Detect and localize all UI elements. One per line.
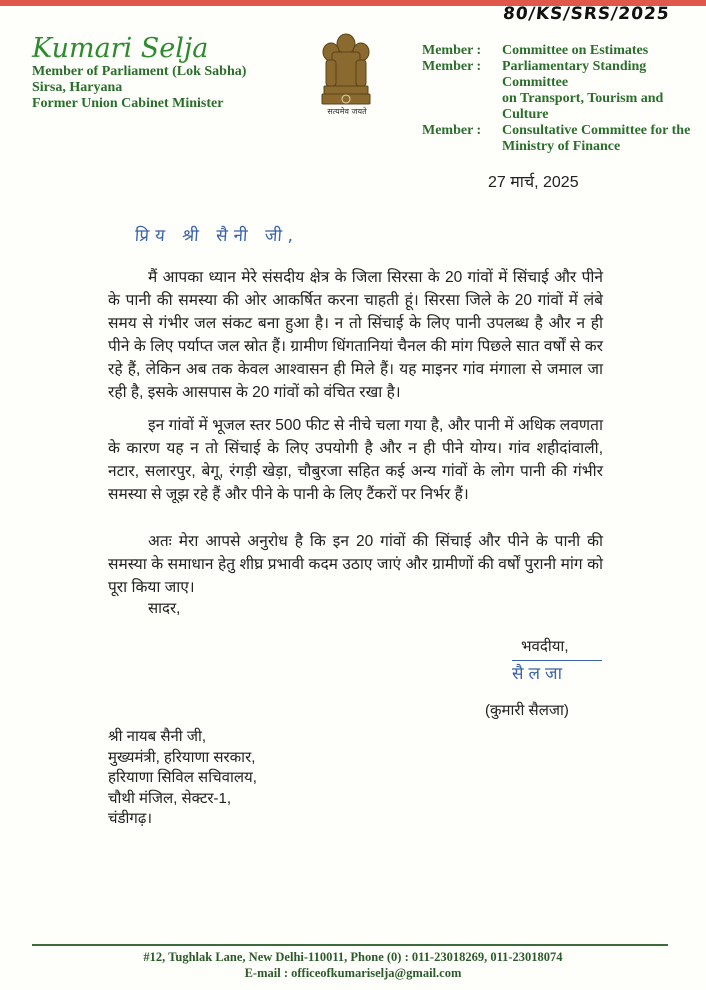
- recipient-city: चंडीगढ़।: [108, 810, 153, 827]
- membership-row: Member : Parliamentary Standing Committee: [422, 59, 647, 90]
- membership-row: on Transport, Tourism and Culture: [502, 91, 664, 122]
- body-paragraph-3: अतः मेरा आपसे अनुरोध है कि इन 20 गांवों की सिंचाई और पीने के पानी की समस्या के समाधान हेतु शीघ्र प्रभावी कदम उठाए जाएं और ग्रामीणों की वर्षों पुरानी मांग को पूरा किया जाए।: [108, 533, 603, 596]
- emblem-motto: सत्यमेव जयते: [327, 107, 367, 116]
- membership-row: Member : Committee on Estimates: [422, 43, 649, 58]
- yours-faithfully: भवदीया,: [521, 638, 569, 655]
- body-paragraph-1: मैं आपका ध्यान मेरे संसदीय क्षेत्र के जिला सिरसा के 20 गांवों में सिंचाई और पीने के पानी की समस्या की ओर आकर्षित करना चाहती हूं। सिरसा जिले के 20 गांवों में लंबे समय से गंभीर जल संकट बना हुआ है। न तो सिंचाई के लिए पानी उपलब्ध है और न ही पीने के लिए पर्याप्त जल स्रोत हैं। ग्रामीण धिंगतानियां चैनल की मांग पिछले सात वर्षों से कर रहे हैं, लेकिन अब तक केवल आश्वासन ही मिले हैं। यह माइनर गांव मंगाला से जमाल जा रही है, इसके आसपास के 20 गांवों को वंचित रखा है।: [108, 269, 603, 401]
- membership-row: Ministry of Finance: [502, 139, 621, 154]
- body-paragraph-2: इन गांवों में भूजल स्तर 500 फीट से नीचे चला गया है, और पानी में अधिक लवणता के कारण यह न तो सिंचाई के लिए उपयोगी है और न ही पीने योग्य। गांव शहीदांवाली, नटार, सलारपुर, बेगू, रंगड़ी खेड़ा, चौबुरजा सहित कई अन्य गांवों के लोग पानी की गंभीर समस्या से जूझ रहे हैं और पीने के पानी के लिए टैंकरों पर निर्भर हैं।: [108, 417, 603, 503]
- recipient-office: हरियाणा सिविल सचिवालय,: [108, 769, 257, 786]
- closing: सादर,: [148, 600, 181, 617]
- footer: [0, 949, 706, 981]
- reference-number: 80/KS/SRS/2025: [501, 4, 671, 24]
- membership-row: Member : Consultative Committee for the: [422, 123, 691, 138]
- recipient-designation: मुख्यमंत्री, हरियाणा सरकार,: [108, 748, 256, 766]
- recipient-floor: चौथी मंजिल, सेक्टर-1,: [108, 789, 232, 807]
- letterhead-left: [32, 34, 246, 112]
- national-emblem-icon: [318, 30, 374, 110]
- sender-title: Member of Parliament (Lok Sabha): [32, 64, 247, 79]
- sender-former-role: Former Union Cabinet Minister: [32, 96, 224, 111]
- footer-divider: [32, 944, 668, 946]
- handwritten-signature: सैलजा: [512, 660, 602, 684]
- sender-name: Kumari Selja: [32, 33, 209, 64]
- handwritten-salutation: प्रिय श्री सैनी जी,: [134, 226, 300, 246]
- sender-constituency: Sirsa, Haryana: [32, 80, 123, 95]
- letter-date: 27 मार्च, 2025: [488, 174, 579, 191]
- footer-address: #12, Tughlak Lane, New Delhi-110011, Phone (0) : 011-23018269, 011-23018074: [143, 950, 563, 964]
- recipient-address: [108, 727, 257, 830]
- recipient-name: श्री नायब सैनी जी,: [108, 728, 207, 745]
- footer-email: E-mail : officeofkumariselja@gmail.com: [244, 966, 462, 980]
- committee-memberships: [422, 43, 706, 155]
- signatory-name: (कुमारी सैलजा): [485, 702, 569, 719]
